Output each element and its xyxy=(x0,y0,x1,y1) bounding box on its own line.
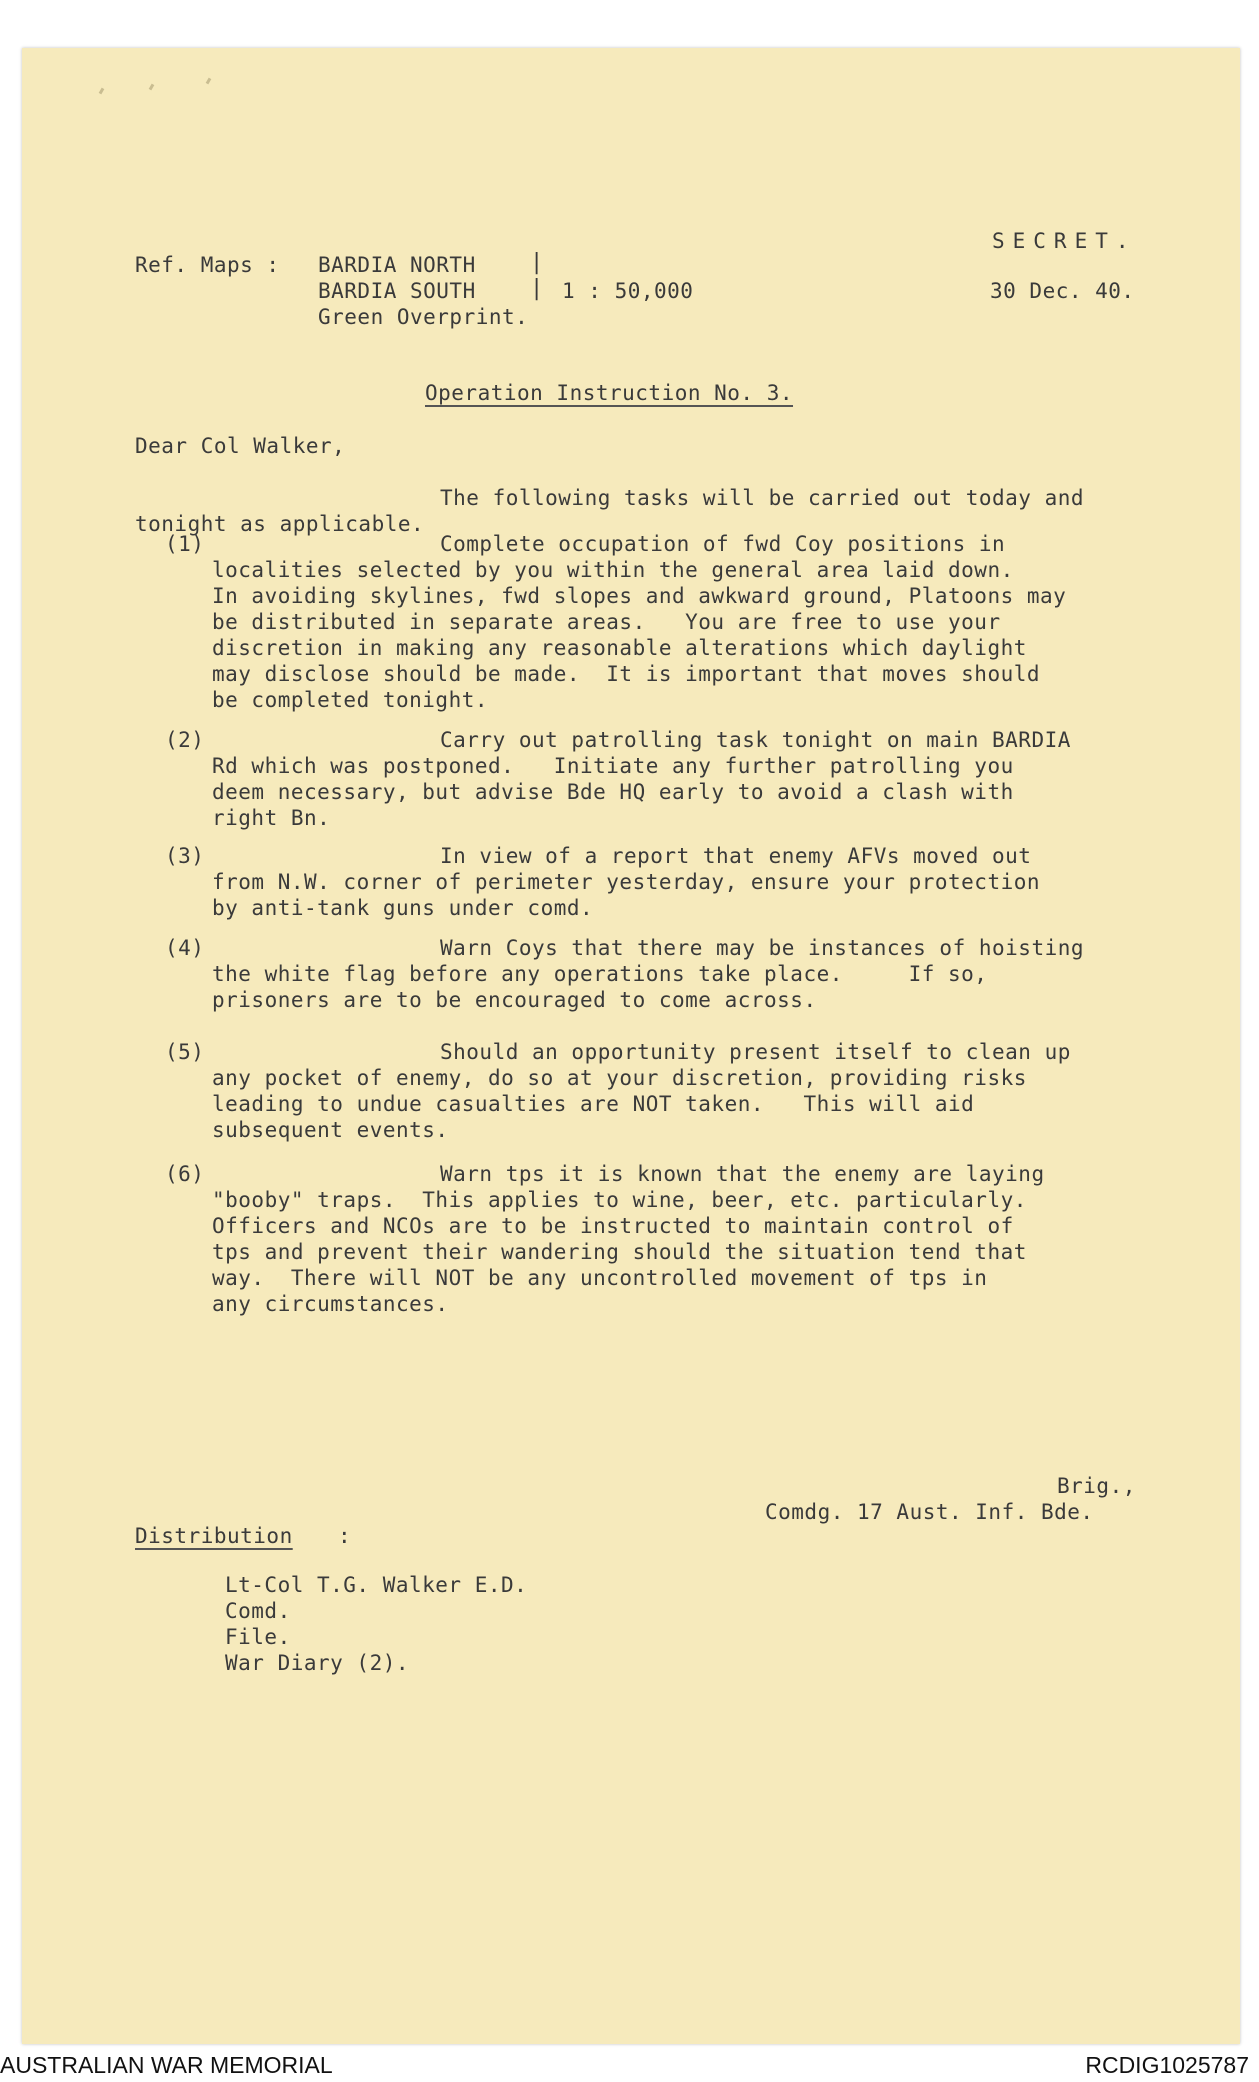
document-title: Operation Instruction No. 3. xyxy=(425,381,794,405)
distribution-item: War Diary (2). xyxy=(225,1651,410,1675)
paragraph-text: Complete occupation of fwd Coy positions in localities selected by you within the general area laid down. In avoiding skylines, fwd slopes and awkward ground, Platoons may be distributed in separate areas. You are free to use your discretion in making any reasonable alterations which daylight may disclose should be made. It is important that moves should be completed tonight. xyxy=(212,532,1067,712)
map-south: BARDIA SOUTH xyxy=(318,279,476,303)
brace-glyph: | xyxy=(530,250,544,275)
paragraph-text: Should an opportunity present itself to clean up any pocket of enemy, do so at your discretion, providing risks leading to undue casualties are NOT taken. This will aid subsequent events. xyxy=(212,1040,1071,1142)
document-date: 30 Dec. 40. xyxy=(990,279,1135,303)
intro-text xyxy=(135,459,1084,537)
paragraph-number: (6) xyxy=(165,1162,205,1186)
paper-mark xyxy=(149,84,155,91)
map-overprint: Green Overprint. xyxy=(318,305,529,329)
salutation: Dear Col Walker, xyxy=(135,434,346,458)
map-north: BARDIA NORTH xyxy=(318,253,476,277)
paragraph-number: (2) xyxy=(165,728,205,752)
classification-label: SECRET. xyxy=(992,229,1137,253)
ref-maps-label: Ref. Maps : xyxy=(135,253,280,277)
paragraph-number: (3) xyxy=(165,844,205,868)
distribution-item: Comd. xyxy=(225,1599,291,1623)
paragraph-number: (1) xyxy=(165,532,205,556)
archive-credit: AUSTRALIAN WAR MEMORIAL xyxy=(0,2052,333,2078)
signature-rank: Brig., xyxy=(1057,1474,1136,1498)
paragraph-text: Warn Coys that there may be instances of hoisting the white flag before any operations take place. If so, prisoners are to be encouraged to come across. xyxy=(212,936,1085,1012)
paragraph-text: Warn tps it is known that the enemy are laying "booby" traps. This applies to wine, beer, etc. particularly. Officers and NCOs are to be instructed to maintain control of tps and prevent their wandering should the situation tend that way. There will NOT be any uncontrolled movement of tps in any circumstances. xyxy=(212,1162,1045,1316)
paragraph-number: (5) xyxy=(165,1040,205,1064)
archive-id: RCDIG1025787 xyxy=(1085,2052,1249,2078)
intro-body: The following tasks will be carried out today and tonight as applicable. xyxy=(135,486,1085,536)
signature-position: Comdg. 17 Aust. Inf. Bde. xyxy=(765,1500,1094,1524)
paragraph-text: Carry out patrolling task tonight on main BARDIA Rd which was postponed. Initiate any further patrolling you deem necessary, but advise Bde HQ early to avoid a clash with right Bn. xyxy=(212,728,1071,830)
paper-mark xyxy=(206,78,212,85)
distribution-label: Distribution xyxy=(135,1524,293,1548)
paragraph-text: In view of a report that enemy AFVs moved out from N.W. corner of perimeter yesterday, ensure your protection by anti-tank guns under comd. xyxy=(212,844,1041,920)
paper-mark xyxy=(99,88,105,95)
map-scale: 1 : 50,000 xyxy=(562,279,694,303)
distribution-colon: : xyxy=(338,1524,352,1548)
distribution-item: Lt-Col T.G. Walker E.D. xyxy=(225,1573,528,1597)
brace-glyph: | xyxy=(530,276,544,301)
distribution-item: File. xyxy=(225,1625,291,1649)
paragraph-number: (4) xyxy=(165,936,205,960)
